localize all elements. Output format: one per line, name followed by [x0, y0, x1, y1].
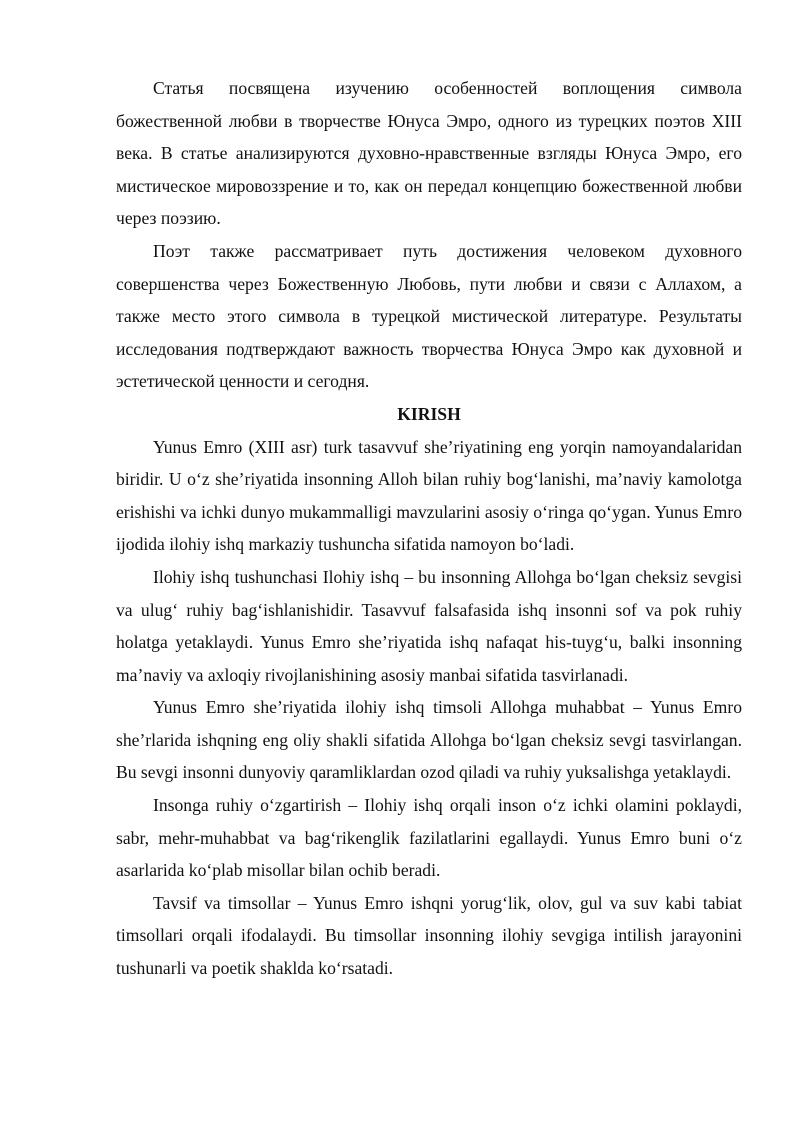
document-page — [116, 72, 742, 985]
paragraph-spiritual-transformation: Insonga ruhiy o‘zgartirish – Ilohiy ishq orqali inson o‘z ichki olamini poklaydi, sabr, mehr-muhabbat va bag‘rikenglik fazilatlarini egallaydi. Yunus Emro buni o‘z asarlarida ko‘plab misollar bilan ochib beradi. — [116, 795, 742, 881]
paragraph-divine-love-symbol: Yunus Emro she’riyatida ilohiy ishq timsoli Allohga muhabbat – Yunus Emro she’rlarida ishqning eng oliy shakli sifatida Allohga bo‘lgan cheksiz sevgi tasvirlangan. Bu sevgi insonni dunyoviy qaramliklardan ozod qiladi va ruhiy yuksalishga yetaklaydi. — [116, 697, 742, 783]
paragraph-article-summary: Статья посвящена изучению особенностей воплощения символа божественной любви в творчестве Юнуса Эмро, одного из турецких поэтов XIII века. В статье анализируются духовно-нравственные взгляды Юнуса Эмро, его мистическое мировоззрение и то, как он передал концепцию божественной любви через поэзию. — [116, 78, 742, 229]
paragraph-divine-love-concept: Ilohiy ishq tushunchasi Ilohiy ishq – bu insonning Allohga bo‘lgan cheksiz sevgisi va ulug‘ ruhiy bag‘ishlanishidir. Tasavvuf falsafasida ishq insonni sof va pok ruhiy holatga yetaklaydi. Yunus Emro she’riyatida ishq nafaqat his-tuyg‘u, balki insonning ma’naviy va axloqiy rivojlanishining asosiy manbai sifatida tasvirlanadi. — [116, 566, 742, 685]
paragraph-article-results: Поэт также рассматривает путь достижения человеком духовного совершенства через Божественную Любовь, пути любви и связи с Аллахом, а также место этого символа в турецкой мистической литературе. Результаты исследования подтверждают важность творчества Юнуса Эмро как духовной и эстетической ценности и сегодня. — [116, 240, 742, 392]
paragraph-descriptions-symbols: Tavsif va timsollar – Yunus Emro ishqni yorug‘lik, olov, gul va suv kabi tabiat timsollari orqali ifodalaydi. Bu timsollar insonning ilohiy sevgiga intilish jarayonini tushunarli va poetik shaklda ko‘rsatadi. — [116, 892, 742, 979]
paragraph-intro: Yunus Emro (XIII asr) turk tasavvuf she’riyatining eng yorqin namoyandalaridan biridir. U o‘z she’riyatida insonning Alloh bilan ruhiy bog‘lanishi, ma’naviy kamolotga erishishi va ichki dunyo mukammalligi mavzularini asosiy o‘ringa qo‘ygan. Yunus Emro ijodida ilohiy ishq markaziy tushuncha sifatida namoyon bo‘ladi. — [116, 436, 742, 555]
section-heading: KIRISH — [397, 403, 461, 424]
